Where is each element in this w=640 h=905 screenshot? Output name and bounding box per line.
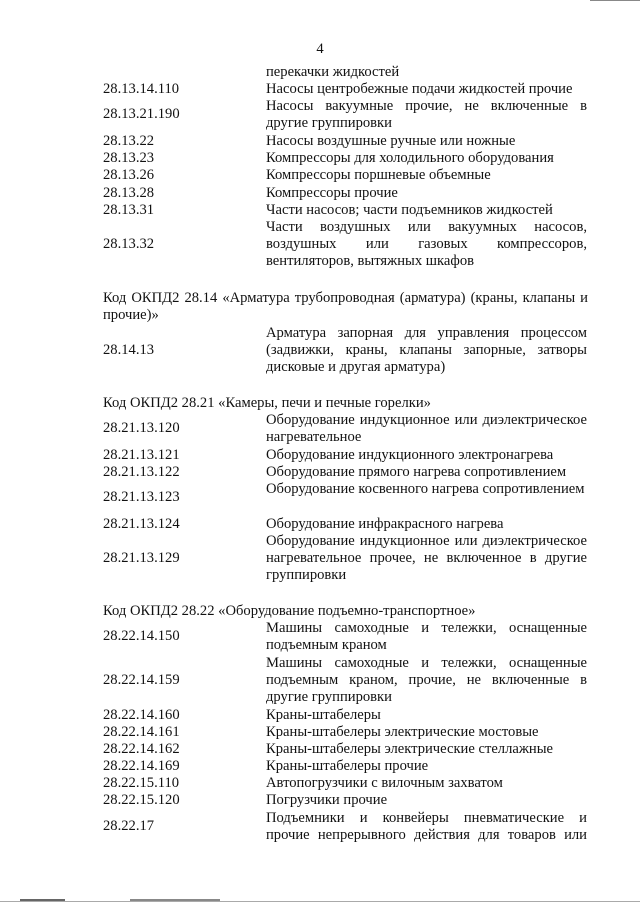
okpd-code: 28.13.32 <box>103 236 155 252</box>
bottom-edge-mark <box>0 901 640 902</box>
okpd-description: Части воздушных или вакуумных насосов, воздушных или газовых компрессоров, вентиляторов, вытяжных шкафов <box>266 219 587 269</box>
continuation-text: перекачки жидкостей <box>266 64 400 80</box>
section-heading: Код ОКПД2 28.14 «Арматура трубопроводная (арматура) (краны, клапаны и прочие)» <box>103 290 588 323</box>
okpd-code: 28.22.17 <box>103 818 155 834</box>
okpd-description: Арматура запорная для управления процессом (задвижки, краны, клапаны запорные, затворы дисковые и другая арматура) <box>266 325 587 375</box>
okpd-code: 28.13.21.190 <box>103 106 180 122</box>
okpd-code: 28.13.23 <box>103 150 155 166</box>
okpd-code: 28.13.14.110 <box>103 81 180 97</box>
okpd-description: Машины самоходные и тележки, оснащенные подъемным краном <box>266 620 587 653</box>
section-heading: Код ОКПД2 28.22 «Оборудование подъемно-транспортное» <box>103 603 476 619</box>
okpd-code: 28.21.13.129 <box>103 550 180 566</box>
okpd-code: 28.13.31 <box>103 202 155 218</box>
okpd-description: Краны-штабелеры <box>266 707 381 723</box>
page-number: 4 <box>316 41 324 57</box>
okpd-code: 28.22.14.160 <box>103 707 180 723</box>
okpd-description: Оборудование индукционное или диэлектрическое нагревательное прочее, не включенное в другие группировки <box>266 533 587 583</box>
okpd-description: Насосы воздушные ручные или ножные <box>266 133 516 149</box>
okpd-description: Компрессоры поршневые объемные <box>266 167 491 183</box>
okpd-description: Оборудование прямого нагрева сопротивлением <box>266 464 567 480</box>
okpd-code: 28.21.13.124 <box>103 516 180 532</box>
okpd-description: Краны-штабелеры электрические стеллажные <box>266 741 554 757</box>
okpd-description: Подъемники и конвейеры пневматические и прочие непрерывного действия для товаров или <box>266 810 587 843</box>
bottom-edge-mark <box>130 899 220 901</box>
okpd-description: Насосы вакуумные прочие, не включенные в другие группировки <box>266 98 587 131</box>
okpd-code: 28.22.15.110 <box>103 775 180 791</box>
okpd-description: Компрессоры для холодильного оборудования <box>266 150 554 166</box>
okpd-code: 28.21.13.122 <box>103 464 180 480</box>
okpd-description: Погрузчики прочие <box>266 792 388 808</box>
okpd-description: Автопогрузчики с вилочным захватом <box>266 775 503 791</box>
okpd-code: 28.21.13.120 <box>103 420 180 436</box>
section-heading: Код ОКПД2 28.21 «Камеры, печи и печные горелки» <box>103 395 431 411</box>
okpd-code: 28.21.13.121 <box>103 447 180 463</box>
okpd-description: Краны-штабелеры прочие <box>266 758 429 774</box>
okpd-code: 28.22.14.150 <box>103 628 180 644</box>
okpd-code: 28.22.15.120 <box>103 792 180 808</box>
okpd-code: 28.13.26 <box>103 167 155 183</box>
okpd-code: 28.22.14.159 <box>103 672 180 688</box>
okpd-description: Насосы центробежные подачи жидкостей прочие <box>266 81 573 97</box>
okpd-description: Оборудование индукционного электронагрева <box>266 447 554 463</box>
okpd-description: Части насосов; части подъемников жидкостей <box>266 202 553 218</box>
okpd-code: 28.13.28 <box>103 185 155 201</box>
okpd-code: 28.14.13 <box>103 342 155 358</box>
okpd-description: Компрессоры прочие <box>266 185 398 201</box>
okpd-code: 28.21.13.123 <box>103 489 180 505</box>
okpd-description: Оборудование косвенного нагрева сопротивлением <box>266 481 585 497</box>
okpd-description: Оборудование индукционное или диэлектрическое нагревательное <box>266 412 587 445</box>
okpd-description: Машины самоходные и тележки, оснащенные подъемным краном, прочие, не включенные в другие группировки <box>266 655 587 705</box>
okpd-code: 28.22.14.161 <box>103 724 180 740</box>
top-edge-mark <box>590 0 640 1</box>
okpd-code: 28.22.14.162 <box>103 741 180 757</box>
okpd-description: Оборудование инфракрасного нагрева <box>266 516 504 532</box>
okpd-description: Краны-штабелеры электрические мостовые <box>266 724 539 740</box>
okpd-code: 28.22.14.169 <box>103 758 180 774</box>
bottom-edge-mark <box>20 899 65 901</box>
okpd-code: 28.13.22 <box>103 133 155 149</box>
